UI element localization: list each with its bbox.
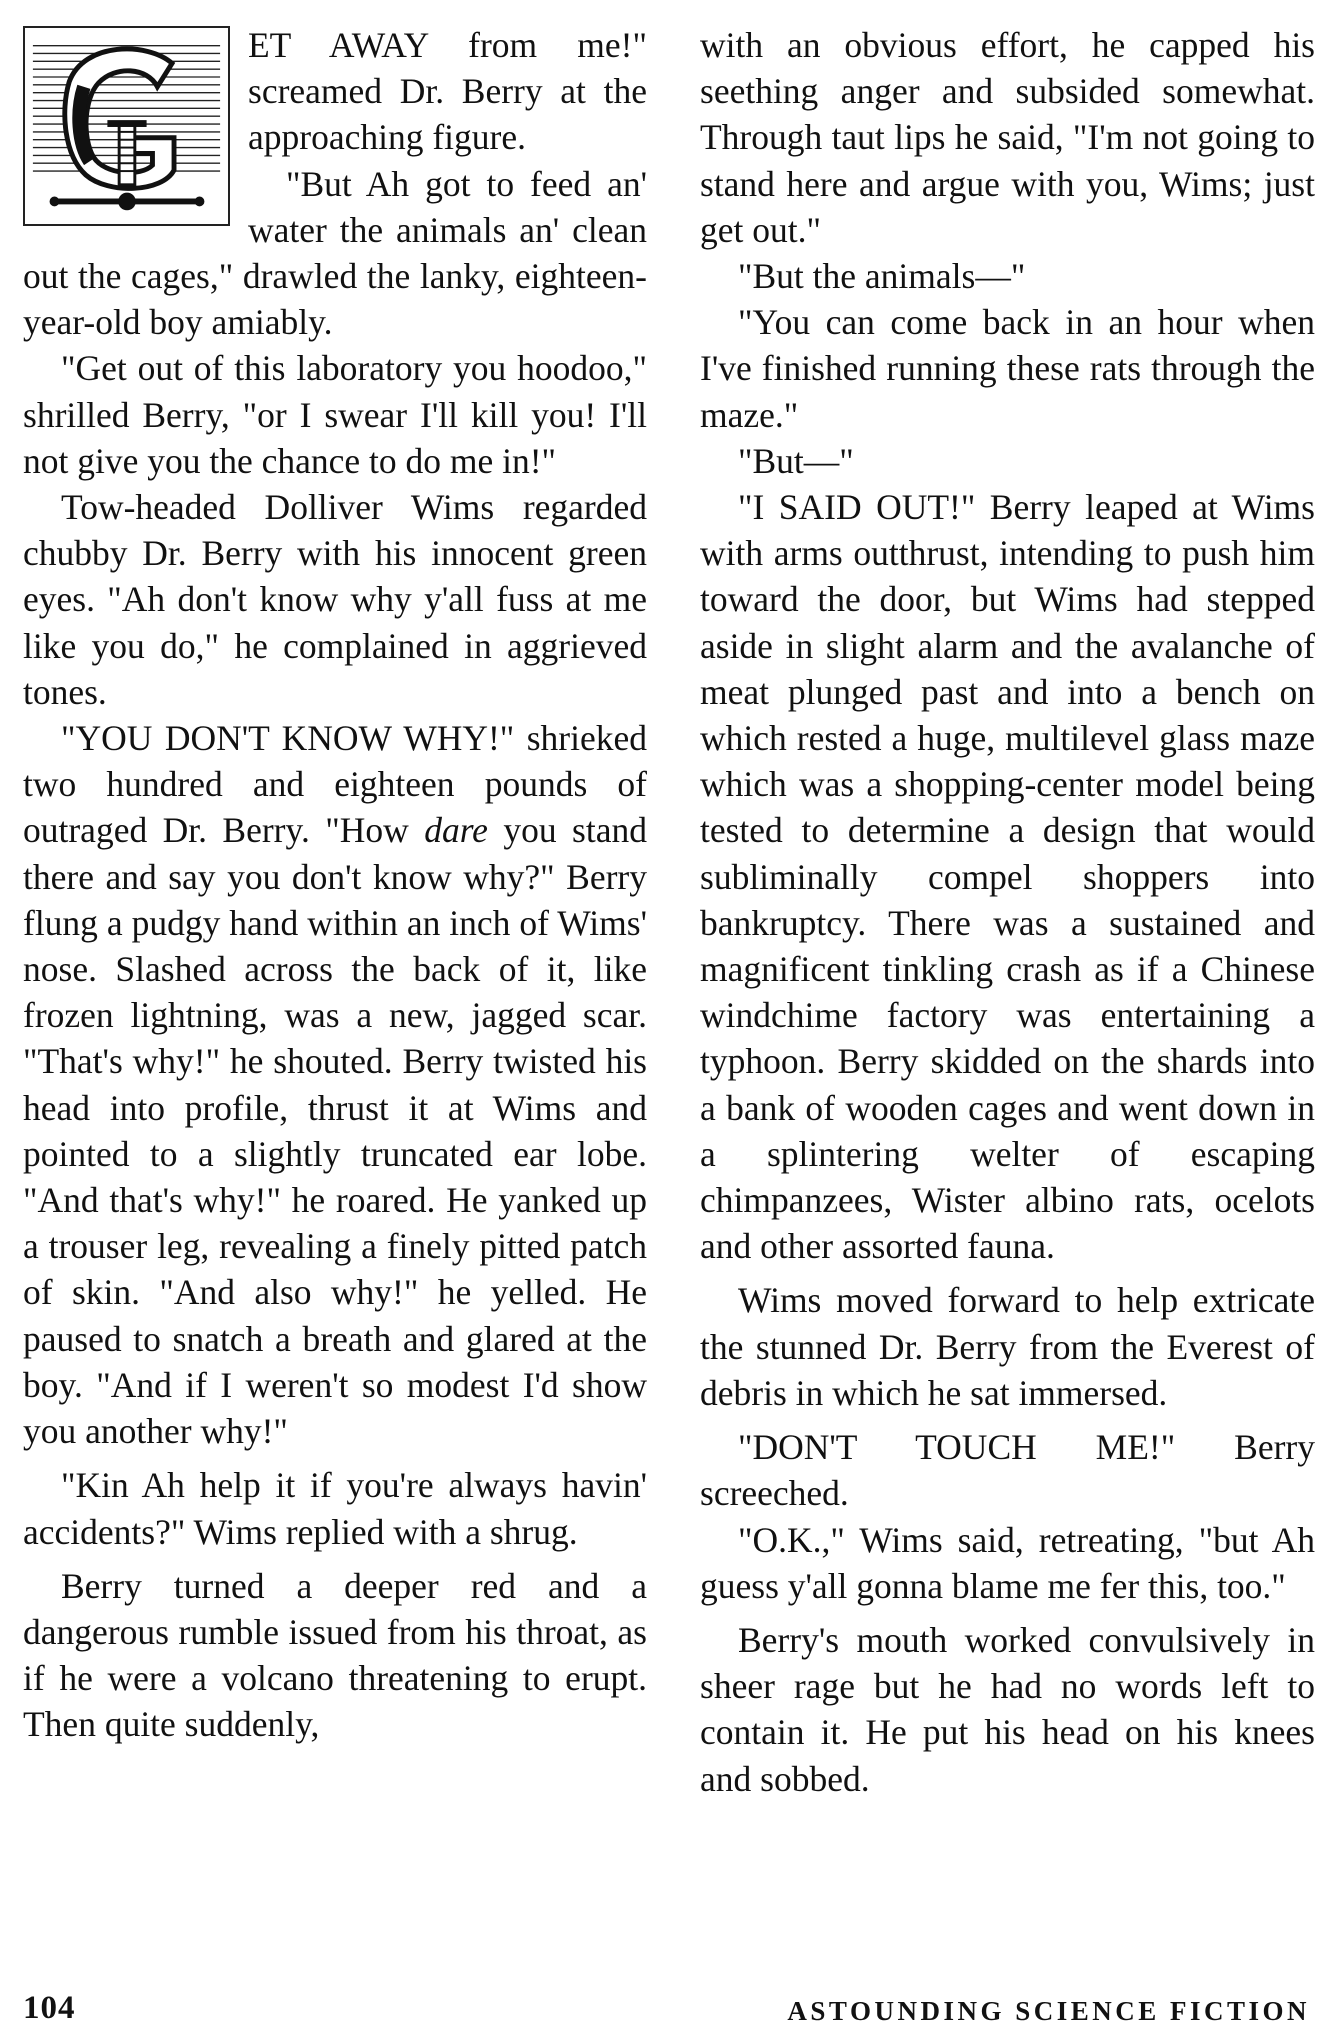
paragraph: "Kin Ah help it if you're always havin' accidents?" Wims replied with a shrug. xyxy=(23,1465,647,1552)
paragraph: Wims moved forward to help extricate the stunned Dr. Berry from the Everest of debris in which he sat immersed. xyxy=(700,1280,1315,1413)
paragraph: Tow-headed Dolliver Wims regarded chubby Dr. Berry with his innocent green eyes. "Ah don't know why y'all fuss at me like you do," he complained in aggrieved tones. xyxy=(23,487,647,712)
paragraph: "But the animals—" xyxy=(738,256,1026,297)
paragraph: "You can come back in an hour when I've finished running these rats through the maze." xyxy=(700,302,1315,435)
continued-paragraph: with an obvious effort, he capped his seething anger and subsided somewhat. Through taut lips he said, "I'm not going to stand here and argue with you, Wims; just get out." xyxy=(700,25,1315,250)
paragraph: "I SAID OUT!" Berry leaped at Wims with arms outthrust, intending to push him toward the door, but Wims had stepped aside in slight alarm and the avalanche of meat plunged past and into a bench on which rested a huge, multilevel glass maze which was a shopping-center model being tested to determine a design that would subliminally compel shoppers into bankruptcy. There was a sustained and magnificent tinkling crash as if a Chinese windchime factory was entertaining a typhoon. Berry skidded on the shards into a bank of wooden cages and went down in a splintering welter of escaping chimpanzees, Wister albino rats, ocelots and other assorted fauna. xyxy=(700,487,1315,1267)
paragraph: "But—" xyxy=(738,440,854,481)
emphasis-text: dare xyxy=(424,810,488,851)
dropcap-g-clamp-icon xyxy=(25,28,228,224)
paragraph: Berry turned a deeper red and a dangerous rumble issued from his throat, as if he were a volcano threatening to erupt. Then quite suddenly, xyxy=(23,1565,647,1745)
page-number: 104 xyxy=(23,1990,76,2026)
right-column xyxy=(700,22,1315,1802)
paragraph xyxy=(23,715,647,1454)
paragraph: "Get out of this laboratory you hoodoo," shrilled Berry, "or I swear I'll kill you! I'll not give you the chance to do me in!" xyxy=(23,348,647,481)
dropcap-g-clamp xyxy=(23,26,230,226)
text-run: you stand there and say you don't know why?" Berry flung a pudgy hand within an inch of Wims' nose. Slashed across the back of it, like frozen lightning, was a new, jagged scar. "That's why!" he shouted. Berry twisted his head into profile, thrust it at Wims and pointed to a slightly truncated ear lobe. "And that's why!" he roared. He yanked up a trouser leg, revealing a finely pitted patch of skin. "And also why!" he yelled. He paused to snatch a breath and glared at the boy. "And if I weren't so modest I'd show you another why!" xyxy=(23,810,647,1452)
paragraph: "DON'T TOUCH ME!" Berry screeched. xyxy=(700,1427,1315,1514)
paragraph: Berry's mouth worked convulsively in sheer rage but he had no words left to contain it. He put his head on his knees and sobbed. xyxy=(700,1619,1315,1799)
paragraph: "O.K.," Wims said, retreating, "but Ah guess y'all gonna blame me fer this, too." xyxy=(700,1519,1315,1606)
opening-paragraph: ET AWAY from me!" screamed Dr. Berry at the approaching figure. xyxy=(248,25,647,158)
text-run: "YOU DON'T KNOW WHY!" shrieked two hundred and eighteen pounds of outraged Dr. Berry. "How xyxy=(23,718,647,851)
paragraph: "But Ah got to feed an' water the animals an' clean out the cages," drawled the lanky, eighteen-year-old boy amiably. xyxy=(23,163,647,343)
left-column xyxy=(23,22,647,1748)
running-footer-title: ASTOUNDING SCIENCE FICTION xyxy=(787,1996,1310,2026)
